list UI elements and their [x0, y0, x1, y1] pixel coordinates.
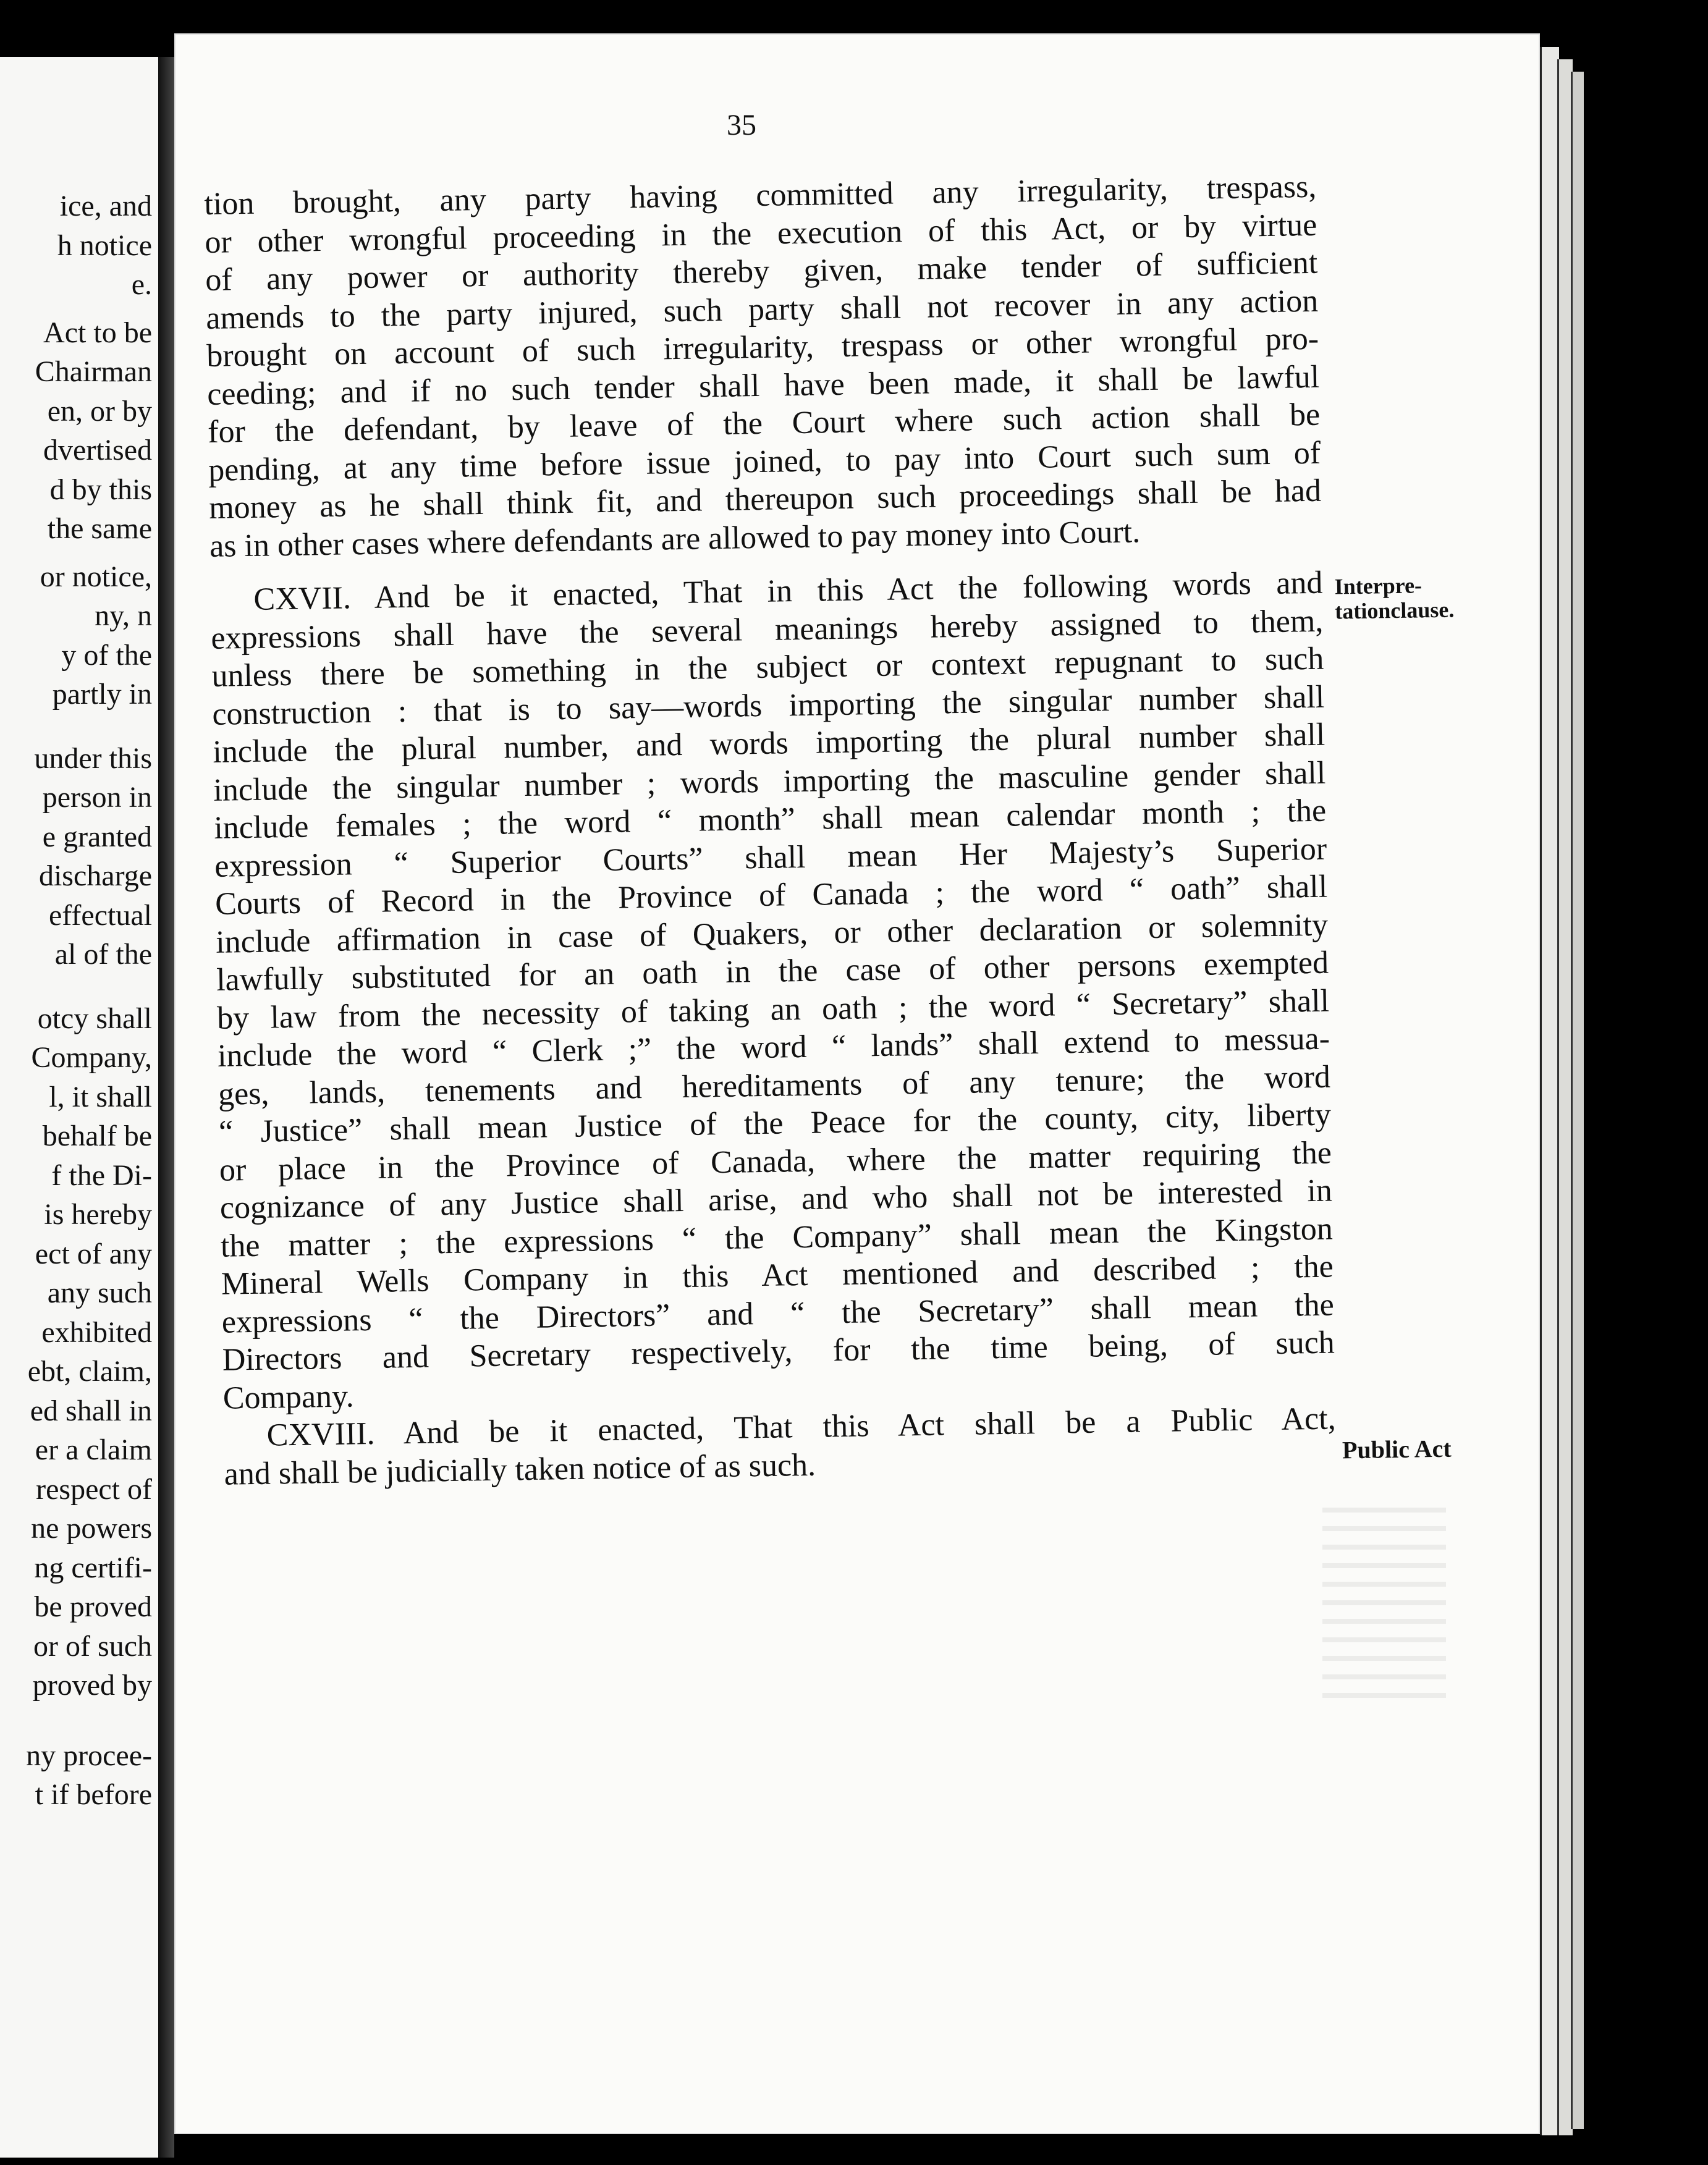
left-line: Act to be [43, 316, 152, 349]
section-cxvii-line: by law from the necessity of taking an oath ; the word “ Secretary” shall [216, 983, 1330, 1036]
left-line: e granted [42, 820, 152, 853]
left-line [0, 1705, 156, 1736]
left-line: dvertised [43, 434, 152, 466]
page-edge [1571, 72, 1584, 2129]
section-cxvii-line: Courts of Record in the Province of Canada ; the word “ oath” shall [214, 869, 1328, 922]
section-cxvii-line: or place in the Province of Canada, where the matter requiring the [219, 1135, 1332, 1188]
section-cxvii-line: CXVII. And be it enacted, That in this Act the following words and [253, 565, 1323, 617]
left-line: y of the [61, 638, 152, 672]
left-line: person in [42, 781, 152, 814]
left-line [0, 974, 156, 999]
section-cxvii-line: include affirmation in case of Quakers, or other declaration or solemnity [215, 907, 1329, 960]
left-line: f the Di- [51, 1158, 152, 1192]
left-line: partly in [52, 678, 152, 711]
left-line: effectual [49, 898, 152, 932]
section-cxvii-line: include the singular number ; words importing the masculine gender shall [213, 755, 1326, 808]
section-cxviii-line: and shall be judicially taken notice of as such. [224, 1447, 816, 1492]
margin-note-line: Interpre- [1334, 573, 1423, 599]
margin-note-line: tationclause. [1335, 597, 1455, 624]
left-line: is hereby [44, 1198, 152, 1231]
left-line: respect of [36, 1472, 152, 1506]
left-line: en, or by [47, 394, 152, 428]
left-line: d by this [49, 473, 152, 506]
left-line: or of such [33, 1629, 152, 1663]
margin-note-interpretation [1334, 572, 1454, 623]
left-line: ed shall in [30, 1394, 152, 1427]
left-line: ebt, claim, [27, 1355, 152, 1388]
page-number: 35 [727, 109, 756, 141]
section-cxvii-line: Directors and Secretary respectively, for the time being, of such [222, 1325, 1335, 1378]
body-line: as in other cases where defendants are allowed to pay money into Court. [209, 513, 1141, 564]
left-line: ice, and [59, 190, 152, 222]
left-line: ng certifi- [34, 1551, 152, 1584]
page-edge [1540, 47, 1559, 2135]
gutter-shadow [158, 57, 174, 2158]
left-line: proved by [32, 1669, 152, 1702]
body-text [204, 168, 1337, 1493]
section-cxvii-line: expressions “ the Directors” and “ the Secretary” shall mean the [221, 1287, 1335, 1340]
left-line: or notice, [40, 560, 152, 593]
left-page-text [0, 187, 156, 1815]
section-cxvii-line: ges, lands, tenements and hereditaments of any tenure; the word [218, 1059, 1331, 1112]
body-line: money as he shall think fit, and thereupon such proceedings shall be had [208, 473, 1322, 526]
left-line: Company, [31, 1041, 152, 1074]
section-cxvii-line: construction : that is to say—words importing the singular number shall [211, 679, 1325, 732]
left-line: al of the [54, 938, 152, 971]
left-line: t if before [35, 1778, 152, 1811]
body-line: tion brought, any party having committed any irregularity, trespass, [204, 169, 1317, 222]
body-line: or other wrongful proceeding in the execution of this Act, or by virtue [204, 207, 1317, 260]
section-cxvii-line: include females ; the word “ month” shall mean calendar month ; the [213, 793, 1327, 846]
show-through-text [1322, 1508, 1446, 1705]
left-line: e. [131, 268, 152, 301]
left-line: any such [47, 1277, 152, 1309]
body-line: brought on account of such irregularity, trespass or other wrongful pro- [206, 321, 1319, 374]
section-cxvii-line: include the word “ Clerk ;” the word “ lands” shall extend to messua- [217, 1021, 1330, 1074]
section-cxviii-line: CXVIII. And be it enacted, That this Act shall be a Public Act, [266, 1401, 1337, 1453]
left-line: under this [34, 741, 152, 775]
section-cxvii-line: unless there be something in the subject or context repugnant to such [211, 641, 1324, 694]
section-cxvii-line: cognizance of any Justice shall arise, and who shall not be interested in [219, 1173, 1333, 1226]
left-line: Chairman [35, 355, 152, 388]
section-cxvii-line: expressions shall have the several meanings hereby assigned to them, [211, 603, 1324, 656]
left-line: be proved [34, 1590, 152, 1623]
body-line: of any power or authority thereby given, make tender of sufficient [205, 245, 1318, 298]
left-line: discharge [38, 859, 152, 892]
body-line: amends to the party injured, such party shall not recover in any action [205, 283, 1319, 336]
left-line [0, 714, 156, 739]
left-line: l, it shall [49, 1080, 152, 1113]
body-line: for the defendant, by leave of the Court where such action shall be [207, 397, 1321, 450]
left-line: behalf be [42, 1120, 152, 1152]
left-page [0, 57, 160, 2158]
section-cxvii-line: expression “ Superior Courts” shall mean Her Majesty’s Superior [214, 831, 1327, 884]
section-cxvii-line: “ Justice” shall mean Justice of the Peace for the county, city, liberty [218, 1097, 1332, 1150]
section-cxvii-line: lawfully substituted for an oath in the case of other persons exempted [216, 945, 1329, 998]
left-line: ny procee- [26, 1739, 152, 1772]
left-line [0, 305, 156, 313]
left-line: otcy shall [37, 1002, 152, 1035]
body-line: pending, at any time before issue joined, to pay into Court such sum of [208, 435, 1321, 488]
left-line: ect of any [35, 1237, 152, 1270]
left-line [0, 549, 156, 557]
section-cxvii-line: Mineral Wells Company in this Act mentioned and described ; the [221, 1249, 1334, 1302]
left-line: h notice [57, 229, 152, 262]
left-line: er a claim [35, 1433, 152, 1466]
left-line: the same [47, 512, 152, 545]
left-line: exhibited [41, 1315, 152, 1349]
margin-note-public-act: Public Act [1342, 1434, 1452, 1464]
left-line: ne powers [31, 1512, 152, 1545]
section-cxvii-line: include the plural number, and words importing the plural number shall [212, 717, 1325, 770]
section-cxvii-line: Company. [222, 1378, 355, 1416]
section-cxvii-line: the matter ; the expressions “ the Company” shall mean the Kingston [220, 1211, 1334, 1264]
body-line: ceeding; and if no such tender shall have been made, it shall be lawful [206, 359, 1320, 412]
left-line: ny, n [95, 599, 152, 632]
